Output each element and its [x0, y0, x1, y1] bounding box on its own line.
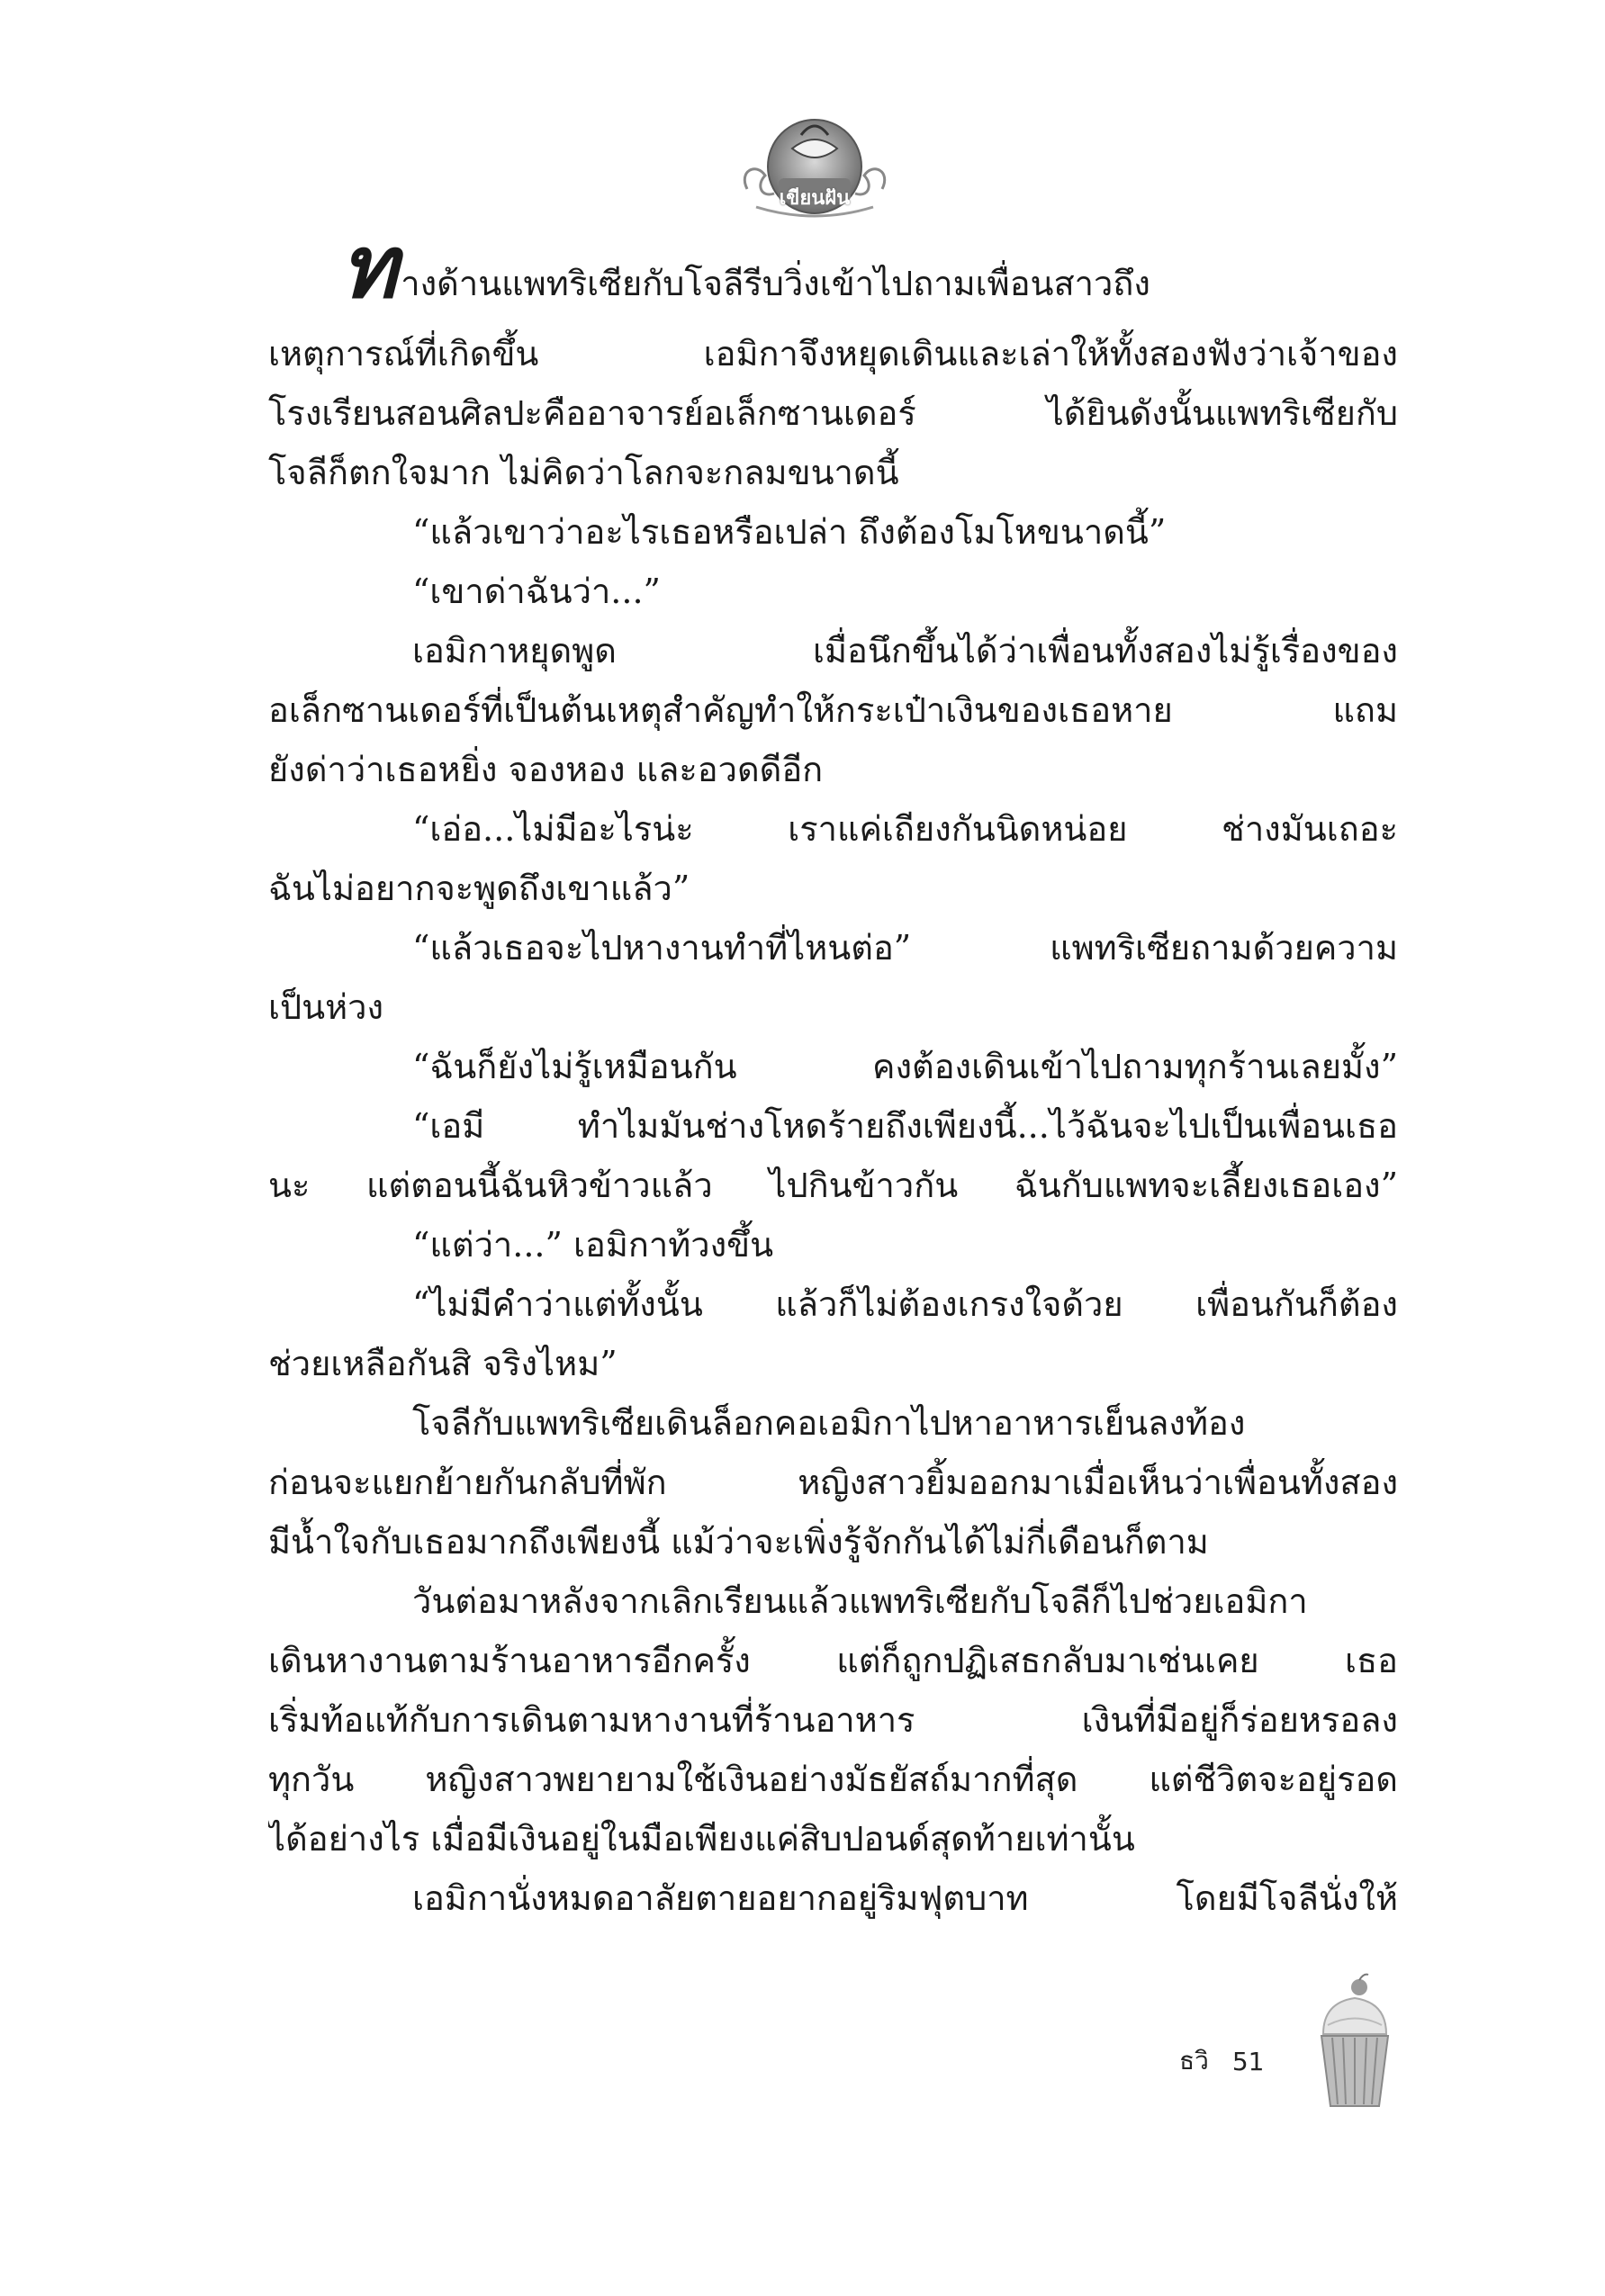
text-line-content: โจลีก็ตกใจมาก ไม่คิดว่าโลกจะกลมขนาดนี้ [268, 453, 899, 492]
text-line-content: วันต่อมาหลังจากเลิกเรียนแล้วแพทริเซียกับโจลีก็ไปช่วยเอมิกา [412, 1581, 1308, 1621]
text-line [268, 562, 1398, 621]
text-line [268, 243, 1398, 324]
text-line-content: โจลีกับแพทริเซียเดินล็อกคอเอมิกาไปหาอาหารเย็นลงท้อง [412, 1403, 1246, 1443]
text-line-content: ช่วยเหลือกันสิ จริงไหม” [268, 1344, 618, 1383]
header-logo [738, 99, 891, 234]
story-text [268, 243, 1398, 1928]
author-name: ธวิ [1179, 2046, 1209, 2075]
text-line [268, 1809, 1398, 1868]
text-line-content: เริ่มท้อแท้กับการเดินตามหางานที่ร้านอาหาร เงินที่มีอยู่ก็ร่อยหรอลง [268, 1700, 1398, 1740]
text-line [268, 1156, 1398, 1215]
text-line [268, 1631, 1398, 1690]
text-line-content: เหตุการณ์ที่เกิดขึ้น เอมิกาจึงหยุดเดินและเล่าให้ทั้งสองฟังว่าเจ้าของ [268, 334, 1398, 374]
text-line [268, 1571, 1398, 1631]
page-number: 51 [1231, 2046, 1265, 2076]
text-line [268, 502, 1398, 562]
text-line [268, 324, 1398, 383]
text-line-content: เอมิกาหยุดพูด เมื่อนึกขึ้นได้ว่าเพื่อนทั้งสองไม่รู้เรื่องของ [412, 631, 1398, 671]
text-line-content: “แล้วเธอจะไปหางานทำที่ไหนต่อ” แพทริเซียถามด้วยความ [412, 928, 1398, 968]
text-line [268, 621, 1398, 680]
text-line [268, 1334, 1398, 1393]
text-line-content: นะ แต่ตอนนี้ฉันหิวข้าวแล้ว ไปกินข้าวกัน ฉันกับแพทจะเลี้ยงเธอเอง” [268, 1166, 1398, 1205]
text-line-content: เป็นห่วง [268, 987, 384, 1027]
text-line-content: างด้านแพทริเซียกับโจลีรีบวิ่งเข้าไปถามเพื่อนสาวถึง [401, 264, 1150, 303]
text-line [268, 918, 1398, 977]
text-line [268, 740, 1398, 799]
text-line-content: อเล็กซานเดอร์ที่เป็นต้นเหตุสำคัญทำให้กระเป๋าเงินของเธอหาย แถม [268, 690, 1398, 730]
text-line [268, 1512, 1398, 1571]
page-footer [1179, 2034, 1264, 2088]
logo-text: เขียนฝัน [779, 187, 851, 210]
text-line-content: “แต่ว่า...” เอมิกาท้วงขึ้น [412, 1225, 774, 1265]
text-line-content: “เอ่อ...ไม่มีอะไรน่ะ เราแค่เถียงกันนิดหน่อย ช่างมันเถอะ [412, 809, 1398, 849]
text-line [268, 443, 1398, 502]
text-line [268, 383, 1398, 443]
text-line [268, 859, 1398, 918]
text-line-content: “เอมี ทำไมมันช่างโหดร้ายถึงเพียงนี้...ไว้ฉันจะไปเป็นเพื่อนเธอ [412, 1106, 1398, 1146]
text-line-content: “ฉันก็ยังไม่รู้เหมือนกัน คงต้องเดินเข้าไปถามทุกร้านเลยมั้ง” [412, 1047, 1398, 1086]
text-line [268, 977, 1398, 1037]
text-line [268, 1215, 1398, 1274]
text-line [268, 799, 1398, 859]
text-line-content: ได้อย่างไร เมื่อมีเงินอยู่ในมือเพียงแค่สิบปอนด์สุดท้ายเท่านั้น [268, 1819, 1135, 1859]
text-line [268, 1690, 1398, 1750]
text-line-content: มีน้ำใจกับเธอมากถึงเพียงนี้ แม้ว่าจะเพิ่งรู้จักกันได้ไม่กี่เดือนก็ตาม [268, 1522, 1209, 1562]
text-line-content: “ไม่มีคำว่าแต่ทั้งนั้น แล้วก็ไม่ต้องเกรงใจด้วย เพื่อนกันก็ต้อง [412, 1284, 1398, 1324]
text-line-content: “เขาด่าฉันว่า...” [412, 572, 661, 611]
text-line-content: ทุกวัน หญิงสาวพยายามใช้เงินอย่างมัธยัสถ์มากที่สุด แต่ชีวิตจะอยู่รอด [268, 1760, 1398, 1799]
text-line-content: เดินหางานตามร้านอาหารอีกครั้ง แต่ก็ถูกปฏิเสธกลับมาเช่นเคย เธอ [268, 1641, 1398, 1680]
text-line-content: ก่อนจะแยกย้ายกันกลับที่พัก หญิงสาวยิ้มออกมาเมื่อเห็นว่าเพื่อนทั้งสอง [268, 1463, 1398, 1502]
text-line [268, 1274, 1398, 1334]
cupcake-icon [1314, 1971, 1395, 2115]
text-line [268, 1750, 1398, 1809]
text-line [268, 1453, 1398, 1512]
text-line-content: ฉันไม่อยากจะพูดถึงเขาแล้ว” [268, 869, 690, 908]
drop-cap: ท [340, 243, 398, 318]
text-line-content: “แล้วเขาว่าอะไรเธอหรือเปล่า ถึงต้องโมโหขนาดนี้” [412, 512, 1167, 552]
text-line [268, 1393, 1398, 1453]
text-line [268, 1868, 1398, 1928]
text-line [268, 680, 1398, 740]
text-line [268, 1037, 1398, 1096]
text-line-content: ยังด่าว่าเธอหยิ่ง จองหอง และอวดดีอีก [268, 750, 824, 789]
text-line-content: เอมิกานั่งหมดอาลัยตายอยากอยู่ริมฟุตบาท โดยมีโจลีนั่งให้ [412, 1878, 1398, 1918]
text-line-content: โรงเรียนสอนศิลปะคืออาจารย์อเล็กซานเดอร์ ได้ยินดังนั้นแพทริเซียกับ [268, 393, 1398, 433]
ornament-icon [738, 99, 891, 234]
text-line [268, 1096, 1398, 1156]
